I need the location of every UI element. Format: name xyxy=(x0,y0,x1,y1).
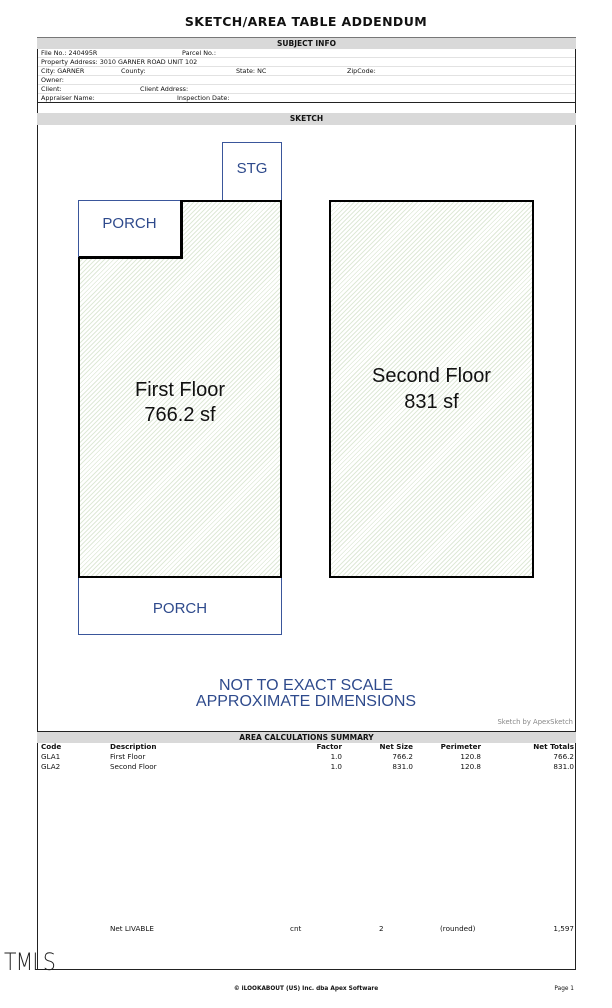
first-floor-area: 766.2 sf xyxy=(144,404,216,426)
net-livable-line xyxy=(40,924,574,934)
county: County: xyxy=(121,67,146,75)
subject-row-appraiser xyxy=(38,94,575,103)
subject-info-header: SUBJECT INFO xyxy=(37,37,576,49)
appraiser-name: Appraiser Name: xyxy=(41,94,95,102)
scale-note-line2: APPROXIMATE DIMENSIONS xyxy=(195,693,417,710)
parcel-no: Parcel No.: xyxy=(182,49,216,57)
row-net-size: 831.0 xyxy=(392,762,413,771)
second-floor-name: Second Floor xyxy=(372,365,491,387)
porch-top-top-edge xyxy=(78,200,180,201)
row-description: First Floor xyxy=(110,752,146,761)
subject-row-owner xyxy=(38,76,575,85)
city: City: GARNER xyxy=(41,67,85,75)
area-table-header xyxy=(40,742,574,752)
col-net-size: Net Size xyxy=(379,742,413,751)
scale-note-line1: NOT TO EXACT SCALE xyxy=(219,677,393,694)
row-factor: 1.0 xyxy=(330,762,342,771)
net-livable-total: 1,597 xyxy=(553,924,574,933)
file-no: File No.: 240495R xyxy=(41,49,98,57)
client: Client: xyxy=(41,85,62,93)
table-row xyxy=(40,752,574,762)
subject-row-file xyxy=(38,49,575,58)
row-factor: 1.0 xyxy=(330,752,342,761)
col-factor: Factor xyxy=(316,742,342,751)
area-summary-header: AREA CALCULATIONS SUMMARY xyxy=(37,731,576,743)
second-floor-block xyxy=(329,200,534,578)
page-title: SKETCH/AREA TABLE ADDENDUM xyxy=(184,14,428,29)
row-description: Second Floor xyxy=(110,762,157,771)
col-net-totals: Net Totals xyxy=(533,742,574,751)
porch-bottom-label: PORCH xyxy=(152,600,208,617)
state: State: NC xyxy=(236,67,267,75)
porch-top-label: PORCH xyxy=(102,215,157,232)
footer-copyright: © iLOOKABOUT (US) Inc. dba Apex Software xyxy=(233,986,379,992)
net-livable-row xyxy=(40,924,574,934)
row-net-totals: 831.0 xyxy=(553,762,574,771)
inspection-date: Inspection Date: xyxy=(177,94,230,102)
first-floor-notch-edge-h xyxy=(78,256,183,259)
table-row xyxy=(40,762,574,772)
row-code: GLA2 xyxy=(41,762,61,771)
sketch-header: SKETCH xyxy=(37,113,576,125)
subject-row-address xyxy=(38,58,575,67)
col-perimeter: Perimeter xyxy=(440,742,481,751)
col-code: Code xyxy=(41,742,62,751)
tmls-watermark-logo: TMLS xyxy=(4,948,55,976)
row-perimeter: 120.8 xyxy=(460,752,481,761)
owner: Owner: xyxy=(41,76,64,84)
footer-page-number: Page 1 xyxy=(554,986,574,992)
client-address: Client Address: xyxy=(140,85,189,93)
net-livable-cnt-value: 2 xyxy=(379,924,384,933)
col-description: Description xyxy=(110,742,157,751)
row-net-size: 766.2 xyxy=(392,752,413,761)
sketch-credit: Sketch by ApexSketch xyxy=(497,718,573,726)
area-table xyxy=(40,742,574,772)
zipcode: ZipCode: xyxy=(347,67,376,75)
net-livable-cnt-label: cnt xyxy=(290,924,302,933)
second-floor-area: 831 sf xyxy=(404,391,459,413)
net-livable-label: Net LIVABLE xyxy=(110,924,154,933)
subject-row-city xyxy=(38,67,575,76)
net-livable-rounded-label: (rounded) xyxy=(440,924,476,933)
row-net-totals: 766.2 xyxy=(553,752,574,761)
storage-label: STG xyxy=(236,160,268,177)
row-perimeter: 120.8 xyxy=(460,762,481,771)
subject-row-client xyxy=(38,85,575,94)
first-floor-name: First Floor xyxy=(135,379,225,401)
row-code: GLA1 xyxy=(41,752,61,761)
property-address: Property Address: 3010 GARNER ROAD UNIT 102 xyxy=(41,58,198,66)
